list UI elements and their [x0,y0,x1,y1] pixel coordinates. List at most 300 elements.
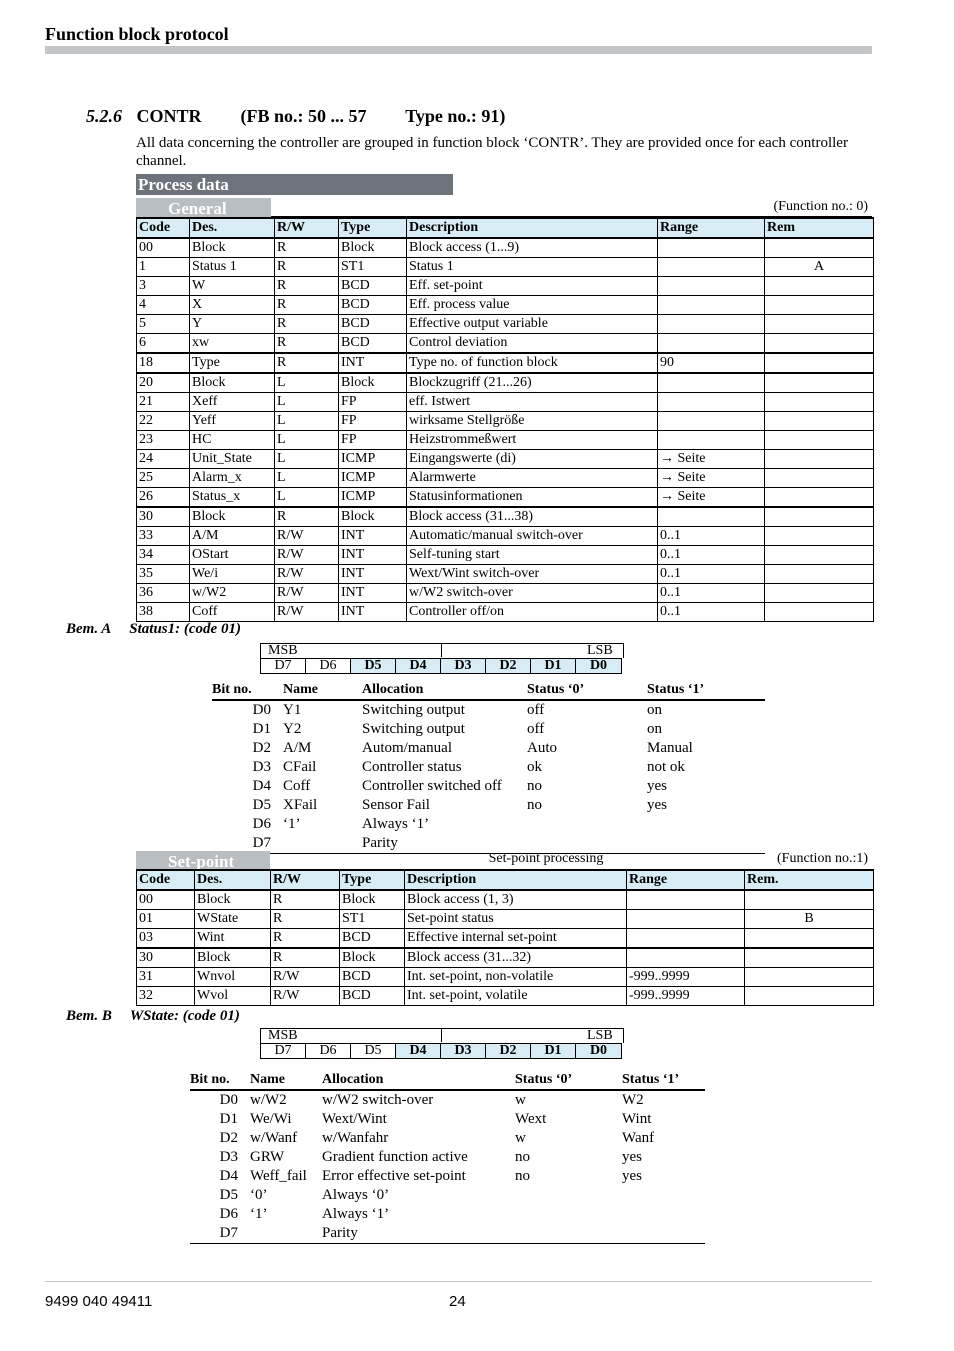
column-header: Code [137,870,195,890]
legend-s0: no [527,778,542,794]
table-row [137,527,874,546]
legend-name: Y2 [283,721,302,737]
cell-range [658,315,765,334]
legend-name: A/M [283,740,312,756]
cell-rem [765,353,874,373]
msb-label: MSB [268,643,298,658]
cell-range: → Seite [658,469,765,488]
column-header: Rem [765,218,874,238]
section-heading [86,106,505,127]
bit-cell-d4: D4 [396,659,441,673]
legend-alloc: Gradient function active [322,1149,468,1165]
table-row [137,948,874,968]
cell-type: FP [339,431,407,450]
cell-code: 00 [137,238,190,258]
cell-type: BCD [340,929,405,949]
function-number-setpoint: (Function no.:1) [777,851,868,866]
cell-des: X [190,296,275,315]
legend-bit: D5 [219,1187,238,1203]
table-row [137,546,874,565]
legend-bit: D4 [252,778,271,794]
table-row [137,469,874,488]
bit-cell-d3: D3 [441,659,486,673]
legend-column-header: Bit no. [212,682,252,697]
column-header: Type [339,218,407,238]
cell-type: FP [339,393,407,412]
column-header: Des. [190,218,275,238]
legend-s0: Auto [527,740,557,756]
legend-row [212,739,765,758]
cell-code: 32 [137,987,195,1006]
cell-desc: eff. Istwert [407,393,658,412]
msb-label: MSB [268,1028,298,1043]
legend-alloc: Parity [322,1225,358,1241]
cell-des: HC [190,431,275,450]
cell-rem [765,296,874,315]
legend-s1: on [647,721,662,737]
legend-name: CFail [283,759,317,775]
cell-range: 0..1 [658,565,765,584]
cell-code: 35 [137,565,190,584]
cell-desc: Eff. set-point [407,277,658,296]
cell-rw: L [275,393,339,412]
cell-type: INT [339,353,407,373]
cell-rem [765,527,874,546]
table-row [137,373,874,393]
cell-des: Block [190,238,275,258]
legend-column-header: Name [250,1072,285,1087]
legend-s0: ok [527,759,542,775]
legend-alloc: Error effective set-point [322,1168,466,1184]
cell-range: -999..9999 [627,968,745,987]
legend-bit: D5 [252,797,271,813]
process-data-banner: Process data [136,174,453,195]
footer-rule [45,1281,872,1282]
cell-type: ST1 [340,910,405,929]
cell-rw: R/W [275,546,339,565]
bem-a-heading [66,621,241,638]
bit-cell-d4: D4 [396,1044,441,1058]
cell-des: Yeff [190,412,275,431]
cell-code: 34 [137,546,190,565]
cell-rw: R [275,315,339,334]
cell-rem [765,546,874,565]
cell-code: 24 [137,450,190,469]
cell-rem [765,565,874,584]
cell-code: 30 [137,948,195,968]
cell-des: A/M [190,527,275,546]
legend-name: ‘1’ [283,816,301,832]
cell-range [658,258,765,277]
legend-row [190,1091,705,1110]
cell-range: 90 [658,353,765,373]
cell-range [627,929,745,949]
legend-header [190,1071,705,1091]
cell-rw: R [271,890,340,910]
legend-row [212,720,765,739]
bem-b-heading [66,1008,240,1025]
setpoint-group-label: Set-point [136,851,270,870]
cell-code: 36 [137,584,190,603]
cell-code: 26 [137,488,190,508]
table-row [137,412,874,431]
cell-range: 0..1 [658,584,765,603]
cell-des: Xeff [190,393,275,412]
cell-desc: Int. set-point, volatile [405,987,627,1006]
legend-alloc: Switching output [362,702,465,718]
legend-bit: D7 [219,1225,238,1241]
bem-a-bit-diagram [260,643,625,675]
cell-desc: Control deviation [407,334,658,354]
cell-rem: A [765,258,874,277]
bit-divider [441,1028,442,1042]
cell-type: BCD [339,334,407,354]
cell-des: Status_x [190,488,275,508]
cell-type: INT [339,546,407,565]
bit-cell-d6: D6 [306,659,351,673]
cell-des: Status 1 [190,258,275,277]
cell-range: 0..1 [658,527,765,546]
legend-s1: Manual [647,740,693,756]
cell-type: INT [339,584,407,603]
cell-range: → Seite [658,450,765,469]
bem-b-bit-diagram [260,1028,625,1060]
bit-frame [260,1028,624,1043]
legend-s0: off [527,721,545,737]
legend-s0 [515,1224,622,1243]
legend-alloc: Wext/Wint [322,1111,387,1127]
cell-range: -999..9999 [627,987,745,1006]
table-row [137,296,874,315]
cell-code: 18 [137,353,190,373]
legend-alloc: w/Wanfahr [322,1130,389,1146]
cell-rw: R [275,277,339,296]
cell-type: BCD [339,296,407,315]
cell-rem [745,987,874,1006]
cell-rem [745,968,874,987]
cell-des: WState [195,910,271,929]
setpoint-table [136,869,874,1006]
bem-a-title: Status1: (code 01) [129,621,241,637]
cell-rw: R [271,948,340,968]
legend-column-header: Allocation [322,1072,384,1087]
legend-s1 [647,815,765,834]
legend-alloc: Switching output [362,721,465,737]
legend-column-header: Status ‘0’ [515,1072,573,1087]
table-row [137,890,874,910]
column-header: Description [405,870,627,890]
cell-desc: Controller off/on [407,603,658,622]
cell-rw: R [275,353,339,373]
cell-desc: Heizstrommeßwert [407,431,658,450]
section-type-no: Type no.: 91) [405,106,506,126]
legend-s1: W2 [622,1092,644,1108]
cell-des: Wvol [195,987,271,1006]
table-row [137,584,874,603]
cell-desc: Block access (1, 3) [405,890,627,910]
cell-range [658,238,765,258]
legend-s0: off [527,702,545,718]
legend-column-header: Status ‘1’ [622,1072,680,1087]
cell-rem [765,450,874,469]
cell-desc: Status 1 [407,258,658,277]
cell-rem [765,431,874,450]
table-row [137,277,874,296]
cell-rem [765,334,874,354]
header-rule [45,46,872,54]
cell-des: Alarm_x [190,469,275,488]
cell-rw: R/W [271,987,340,1006]
legend-name [250,1224,322,1243]
legend-s1 [622,1186,705,1205]
legend-row [212,777,765,796]
cell-rw: R/W [275,527,339,546]
bit-cells [260,1043,622,1059]
bem-a-legend [212,681,765,854]
general-group-label: General [136,198,271,217]
cell-rw: R [275,296,339,315]
table-row [137,565,874,584]
cell-rem [745,929,874,949]
cell-des: We/i [190,565,275,584]
cell-desc: Effective internal set-point [405,929,627,949]
legend-name: We/Wi [250,1111,292,1127]
cell-code: 30 [137,507,190,527]
cell-rw: R [275,238,339,258]
legend-name: Y1 [283,702,302,718]
legend-alloc: Sensor Fail [362,797,430,813]
legend-name: Coff [283,778,311,794]
table-row [137,450,874,469]
legend-column-header: Allocation [362,682,424,697]
legend-column-header: Status ‘1’ [647,682,705,697]
legend-s0 [515,1186,622,1205]
column-header: R/W [271,870,340,890]
table-row [137,353,874,373]
cell-rem [765,507,874,527]
column-header: Description [407,218,658,238]
legend-row [190,1224,705,1243]
cell-range [658,412,765,431]
bit-cell-d3: D3 [441,1044,486,1058]
legend-s0: w [515,1130,526,1146]
cell-des: Wint [195,929,271,949]
bit-cell-d7: D7 [261,1044,306,1058]
legend-column-header: Name [283,682,318,697]
cell-rem [765,315,874,334]
legend-bit: D4 [219,1168,238,1184]
cell-rw: R [271,929,340,949]
cell-rem [765,277,874,296]
cell-des: Coff [190,603,275,622]
column-header: Code [137,218,190,238]
legend-alloc: Always ‘0’ [322,1187,390,1203]
cell-rem [745,890,874,910]
legend-alloc: Controller switched off [362,778,502,794]
bit-cell-d1: D1 [531,1044,576,1058]
legend-s0: w [515,1092,526,1108]
table-row [137,968,874,987]
cell-desc: wirksame Stellgröße [407,412,658,431]
legend-s1: on [647,702,662,718]
bit-divider [441,643,442,657]
legend-bit: D6 [219,1206,238,1222]
cell-code: 1 [137,258,190,277]
cell-code: 3 [137,277,190,296]
legend-row [212,796,765,815]
table-row [137,603,874,622]
column-header: R/W [275,218,339,238]
legend-row [190,1186,705,1205]
legend-s0 [515,1205,622,1224]
cell-range [658,393,765,412]
legend-row [212,815,765,834]
cell-range [658,296,765,315]
cell-code: 20 [137,373,190,393]
section-name: CONTR [136,106,202,126]
cell-type: Block [339,507,407,527]
table-row [137,393,874,412]
cell-type: Block [340,948,405,968]
cell-des: Block [190,507,275,527]
cell-code: 23 [137,431,190,450]
cell-des: Y [190,315,275,334]
legend-row [190,1167,705,1186]
bit-frame [260,643,624,658]
cell-desc: w/W2 switch-over [407,584,658,603]
cell-type: Block [339,373,407,393]
cell-des: Block [195,890,271,910]
cell-code: 00 [137,890,195,910]
legend-name: Weff_fail [250,1168,307,1184]
legend-bit: D6 [252,816,271,832]
section-intro: All data concerning the controller are grouped in function block ‘CONTR’. They are provided once for each controller channel. [136,135,848,169]
column-header: Des. [195,870,271,890]
legend-bit: D2 [219,1130,238,1146]
legend-s0: Wext [515,1111,547,1127]
cell-code: 38 [137,603,190,622]
legend-row [190,1129,705,1148]
cell-desc: Set-point status [405,910,627,929]
cell-rw: L [275,431,339,450]
cell-des: Block [195,948,271,968]
table-row [137,431,874,450]
cell-desc: Block access (31...38) [407,507,658,527]
cell-rw: L [275,373,339,393]
legend-s1 [622,1224,705,1243]
process-data-table [136,217,874,622]
bit-cells [260,658,622,674]
cell-desc: Wext/Wint switch-over [407,565,658,584]
legend-bit: D3 [252,759,271,775]
cell-code: 25 [137,469,190,488]
legend-bit: D0 [219,1092,238,1108]
legend-s0 [527,815,647,834]
cell-type: INT [339,565,407,584]
cell-rem [765,584,874,603]
cell-type: FP [339,412,407,431]
legend-name: w/Wanf [250,1130,298,1146]
cell-rem [765,469,874,488]
cell-desc: Block access (1...9) [407,238,658,258]
legend-name: XFail [283,797,318,813]
legend-bit: D7 [252,835,271,851]
lsb-label: LSB [587,1028,613,1043]
bem-b-label: Bem. B [66,1008,112,1024]
cell-des: w/W2 [190,584,275,603]
legend-s1: yes [622,1168,642,1184]
cell-type: INT [339,527,407,546]
legend-alloc: w/W2 switch-over [322,1092,434,1108]
bem-b-legend [190,1071,705,1244]
cell-rw: R [275,258,339,277]
table-row [137,929,874,949]
cell-rw: L [275,412,339,431]
legend-s0: no [515,1149,530,1165]
legend-bit: D2 [252,740,271,756]
cell-desc: Eingangswerte (di) [407,450,658,469]
legend-alloc: Controller status [362,759,462,775]
legend-name [283,834,362,853]
table-row [137,315,874,334]
cell-type: ICMP [339,469,407,488]
cell-type: BCD [340,968,405,987]
cell-desc: Eff. process value [407,296,658,315]
cell-rw: R [275,334,339,354]
bem-b-title: WState: (code 01) [129,1008,240,1024]
legend-s1: yes [622,1149,642,1165]
cell-type: ICMP [339,450,407,469]
cell-type: Block [340,890,405,910]
legend-column-header: Status ‘0’ [527,682,585,697]
cell-des: W [190,277,275,296]
table-row [137,910,874,929]
legend-header [212,681,765,701]
lsb-label: LSB [587,643,613,658]
cell-code: 5 [137,315,190,334]
cell-des: Type [190,353,275,373]
bit-cell-d5: D5 [351,1044,396,1058]
setpoint-caption: Set-point processing [488,851,604,866]
table-row [137,507,874,527]
cell-type: INT [339,603,407,622]
bit-cell-d6: D6 [306,1044,351,1058]
cell-code: 21 [137,393,190,412]
cell-code: 03 [137,929,195,949]
cell-rw: L [275,488,339,508]
cell-des: Unit_State [190,450,275,469]
cell-desc: Statusinformationen [407,488,658,508]
cell-type: BCD [339,315,407,334]
legend-s1: Wint [622,1111,652,1127]
legend-row [212,758,765,777]
column-header: Type [340,870,405,890]
cell-range [627,948,745,968]
cell-desc: Self-tuning start [407,546,658,565]
cell-desc: Block access (31...32) [405,948,627,968]
legend-s0: no [527,797,542,813]
function-number-general: (Function no.: 0) [773,199,868,214]
footer-doc-number: 9499 040 49411 [45,1293,153,1310]
table-row [137,334,874,354]
column-header: Range [627,870,745,890]
legend-s1: not ok [647,759,685,775]
cell-type: BCD [339,277,407,296]
legend-alloc: Always ‘1’ [322,1206,390,1222]
cell-type: Block [339,238,407,258]
legend-bit: D0 [252,702,271,718]
legend-s0: no [515,1168,530,1184]
